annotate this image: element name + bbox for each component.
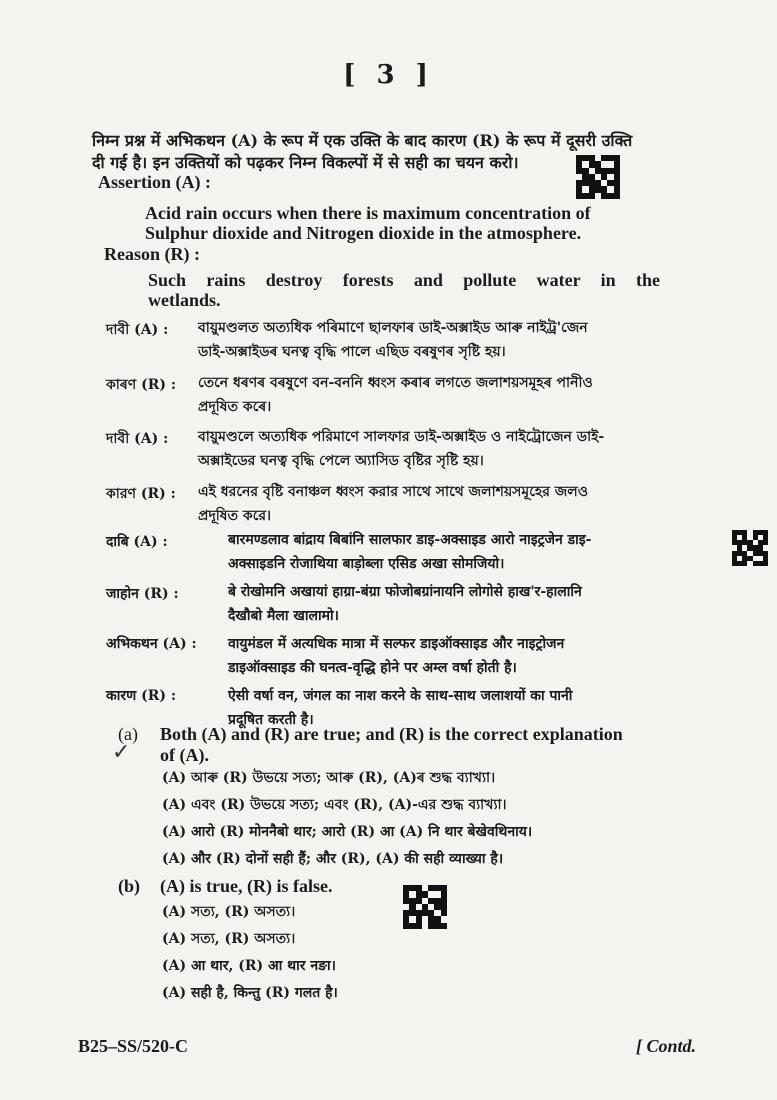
block-line: अक्साइडनि रोजाथिया बाड़ोब्ला एसिड अखा सोमजियो।: [228, 556, 505, 572]
block-line: প্ৰদূষিত কৰে।: [198, 399, 272, 415]
block-line: ऐसी वर्षा वन, जंगल का नाश करने के साथ-साथ जलाशयों का पानी: [228, 688, 573, 704]
block-label: কারণ (R) :: [106, 486, 176, 502]
option-b-translation: (A) सही है, किन्तु (R) गलत है।: [162, 985, 338, 1001]
reason-label: Reason (R) :: [104, 244, 200, 264]
block-line: वायुमंडल में अत्यधिक मात्रा में सल्फर डाइऑक्साइड और नाइट्रोजन: [228, 636, 565, 652]
block-line: ডাই-অক্সাইডৰ ঘনত্ব বৃদ্ধি পালে এছিড বৰষুণৰ সৃষ্টি হয়।: [198, 344, 506, 360]
block-label: দাবী (A) :: [106, 322, 169, 338]
continued-label: [ Contd.: [636, 1036, 697, 1056]
qr-code-icon: [403, 885, 447, 929]
tick-mark-icon: ✓: [112, 740, 131, 765]
block-line: प्रदूषित करती है।: [228, 712, 314, 728]
option-b-marker: (b): [118, 876, 140, 896]
assertion-line-1: Acid rain occurs when there is maximum concentration of: [145, 203, 591, 223]
qr-code-icon: [576, 155, 620, 199]
option-b-translation: (A) সত্য, (R) অসত্য।: [162, 931, 296, 947]
block-line: বায়ুমণ্ডলে অত্যধিক পরিমাণে সালফার ডাই-অক্সাইড ও নাইট্রোজেন ডাই-: [198, 429, 605, 445]
option-a-translation: (A) এবং (R) উভয়ে সত্য; এবং (R), (A)-এর শুদ্ধ ব্যাখ্যা।: [162, 797, 507, 813]
block-line: बे रोखोमनि अखायां हाग्रा-बंग्रा फोजोबग्रांनायनि लोगोसे हाख'र-हालानि: [228, 584, 582, 600]
block-line: এই ধরনের বৃষ্টি বনাঞ্চল ধ্বংস করার সাথে সাথে জলাশয়সমূহের জলও: [198, 484, 589, 500]
block-label: कारण (R) :: [106, 688, 177, 704]
instruction-line-2: दी गई है। इन उक्तियों को पढ़कर निम्न विकल्पों में से सही का चयन करो।: [92, 153, 519, 172]
option-a-marker: (a): [118, 724, 138, 744]
option-b-translation: (A) সত্য, (R) অসত্য।: [162, 904, 296, 920]
block-label: अभिकथन (A) :: [106, 636, 197, 652]
reason-line-1: Such rains destroy forests and pollute water in the: [148, 270, 660, 290]
block-label: কাৰণ (R) :: [106, 377, 177, 393]
option-a-line-2: of (A).: [160, 745, 209, 765]
block-label: जाहोन (R) :: [106, 586, 179, 602]
assertion-label: Assertion (A) :: [98, 172, 211, 192]
block-line: প্রদূষিত করে।: [198, 508, 272, 524]
option-a-line-1: Both (A) and (R) are true; and (R) is the correct explanation: [160, 724, 623, 744]
block-line: दैखौबो मैला खालामो।: [228, 608, 339, 624]
block-line: डाइऑक्साइड की घनत्व-वृद्धि होने पर अम्ल वर्षा होती है।: [228, 660, 517, 676]
option-a-translation: (A) आरो (R) मोननैबो थार; आरो (R) आ (A) नि थार बेखेवथिनाय।: [162, 824, 533, 840]
block-label: দাবী (A) :: [106, 431, 169, 447]
paper-code: B25–SS/520-C: [78, 1036, 189, 1056]
block-line: বায়ুমণ্ডলত অত্যধিক পৰিমাণে ছালফাৰ ডাই-অক্সাইড আৰু নাইট্ৰ'জেন: [198, 320, 588, 336]
block-line: অক্সাইডের ঘনত্ব বৃদ্ধি পেলে অ্যাসিড বৃষ্টির সৃষ্টি হয়।: [198, 453, 484, 469]
assertion-line-2: Sulphur dioxide and Nitrogen dioxide in the atmosphere.: [145, 223, 582, 243]
option-b-line-1: (A) is true, (R) is false.: [160, 876, 333, 896]
reason-line-2: wetlands.: [148, 290, 221, 310]
qr-code-icon: [732, 530, 768, 566]
option-a-translation: (A) और (R) दोनों सही हैं; और (R), (A) की सही व्याख्या है।: [162, 851, 504, 867]
block-line: তেনে ধৰণৰ বৰষুণে বন-বননি ধ্বংস কৰাৰ লগতে জলাশয়সমূহৰ পানীও: [198, 375, 593, 391]
block-line: बारमण्डलाव बांद्राय बिबांनि सालफार डाइ-अक्साइड आरो नाइट्रजेन डाइ-: [228, 532, 592, 548]
option-b-translation: (A) आ थार, (R) आ थार नङा।: [162, 958, 336, 974]
page-number: [ 3 ]: [343, 60, 434, 90]
block-label: दाबि (A) :: [106, 534, 168, 550]
instruction-line-1: निम्न प्रश्न में अभिकथन (A) के रूप में एक उक्ति के बाद कारण (R) के रूप में दूसरी उक्ति: [92, 131, 633, 150]
option-a-translation: (A) আৰু (R) উভয়ে সত্য; আৰু (R), (A)ৰ শুদ্ধ ব্যাখ্যা।: [162, 770, 496, 786]
